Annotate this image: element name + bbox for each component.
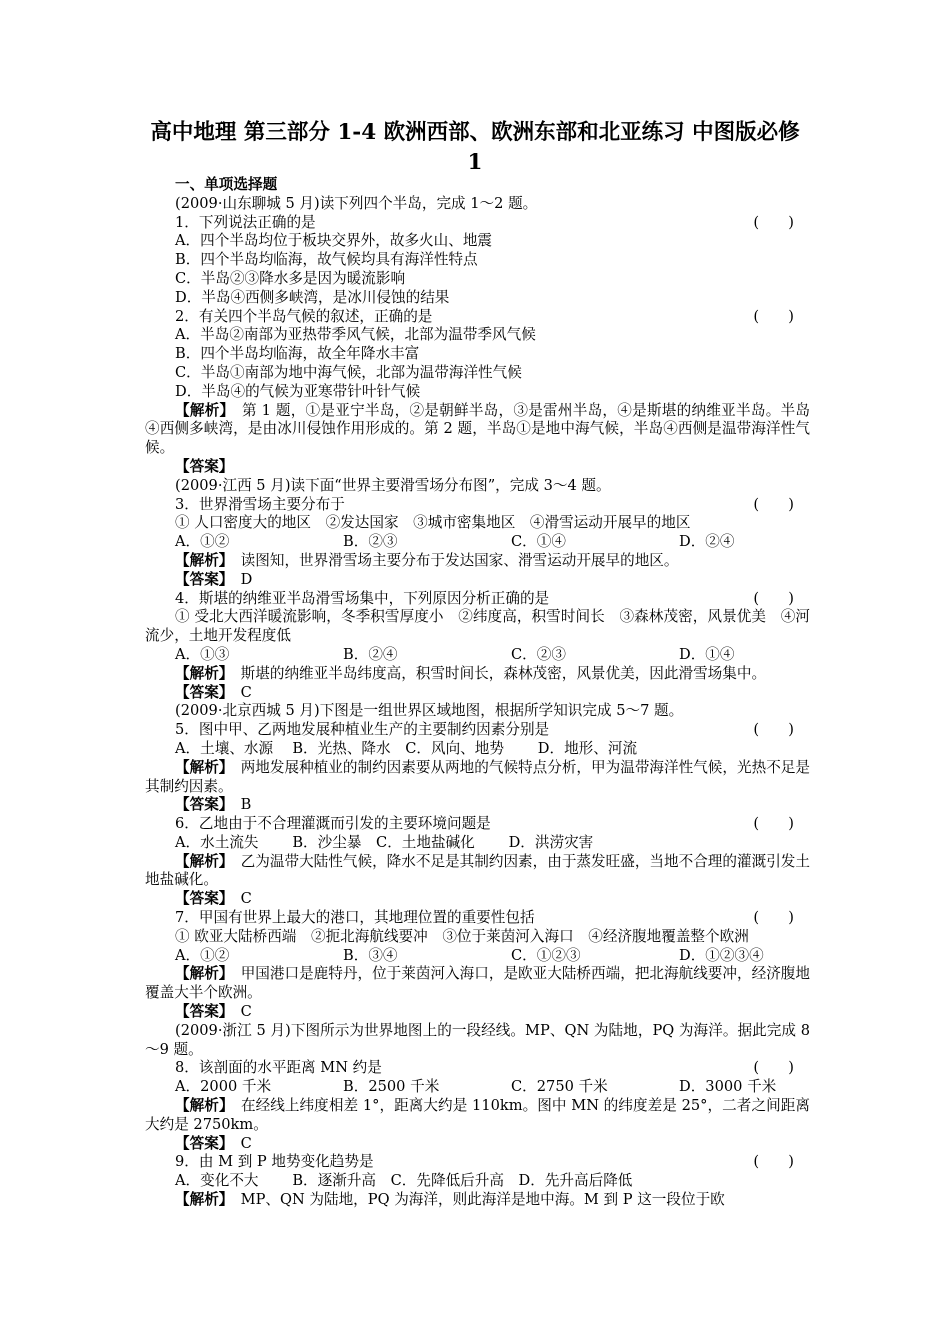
text-line [145,796,810,815]
title-line-2: 1 [467,150,483,175]
text-line [145,251,810,270]
line-text: MP、QN 为陆地，PQ 为海洋，则此海洋是地中海。M 到 P 这一段位于欧 [226,1191,725,1209]
line-text: A．水土流失 B．沙尘暴 C．土地盐碱化 D．洪涝灾害 [175,833,594,851]
text-line [145,477,810,496]
text-line [145,702,810,721]
answer-blank: ( ) [753,307,794,325]
label-tag: 【解析】 [175,758,227,776]
option-2: C．①②③ [511,946,581,964]
line-text: C [226,1003,252,1021]
line-text: B [226,796,252,814]
option-0: A．2000 千米 [175,1078,272,1096]
text-line [145,308,810,327]
label-tag: 【解析】 [175,401,228,419]
text-line [145,834,810,853]
text-line [145,759,810,797]
line-text: 3．世界滑雪场主要分布于 [175,495,345,513]
text-line [145,496,810,515]
answer-blank: ( ) [753,815,794,833]
line-text: 第 1 题，①是亚宁半岛，②是朝鲜半岛，③是雷州半岛，④是斯堪的纳维亚半岛。半岛④西侧多峡湾，是由冰川侵蚀作用形成的。第 2 题，半岛①是地中海气候，半岛④西侧是温带海洋性气候。 [145,401,811,457]
answer-blank: ( ) [753,213,794,231]
option-0: A．①② [175,533,230,551]
label-tag: 【解析】 [175,664,227,682]
answer-blank: ( ) [753,589,794,607]
line-text: C [226,1134,252,1152]
text-line [145,1135,810,1154]
line-text: 9．由 M 到 P 地势变化趋势是 [175,1153,374,1171]
text-line [145,740,810,759]
line-text: 2．有关四个半岛气候的叙述，正确的是 [175,307,433,325]
line-text: (2009·山东聊城 5 月)读下列四个半岛，完成 1～2 题。 [175,194,538,212]
line-text: A．半岛②南部为亚热带季风气候，北部为温带季风气候 [175,326,536,344]
line-text: ① 人口密度大的地区 ②发达国家 ③城市密集地区 ④滑雪运动开展早的地区 [175,514,691,532]
option-3: D．①④ [679,645,735,663]
text-line [145,909,810,928]
text-line [145,571,810,590]
options-line [145,1078,810,1097]
text-line [145,665,810,684]
label-tag: 【解析】 [175,551,227,569]
text-line [145,326,810,345]
line-text: B．四个半岛均临海，故全年降水丰富 [175,345,420,363]
text-line [145,345,810,364]
label-tag: 【解析】 [175,965,227,983]
text-line [145,383,810,402]
text-line [145,1172,810,1191]
line-text: 1．下列说法正确的是 [175,213,316,231]
text-line [145,1097,810,1135]
label-tag: 【解析】 [175,852,227,870]
text-line [145,195,810,214]
line-text: (2009·浙江 5 月)下图所示为世界地图上的一段经线。MP、QN 为陆地，PQ 为海洋。据此完成 8～9 题。 [145,1021,810,1058]
text-line [145,289,810,308]
text-line [145,1003,810,1022]
label-tag: 【解析】 [175,1097,227,1115]
options-line [145,947,810,966]
line-text: 4．斯堪的纳维亚半岛滑雪场集中，下列原因分析正确的是 [175,589,550,607]
line-text: 在经线上纬度相差 1°，距离大约是 110km。图中 MN 的纬度差是 25°，二者之间距离大约是 2750km。 [145,1097,810,1133]
options-line [145,646,810,665]
line-text: D [226,570,253,588]
line-text: 斯堪的纳维亚半岛纬度高，积雪时间长，森林茂密，风景优美，因此滑雪场集中。 [226,664,767,682]
line-text: C．半岛②③降水多是因为暖流影响 [175,269,406,287]
line-text: A．变化不大 B．逐渐升高 C．先降低后升高 D．先升高后降低 [175,1172,633,1190]
line-text: 5．图中甲、乙两地发展种植业生产的主要制约因素分别是 [175,721,550,739]
text-line [145,458,810,477]
line-text: ① 受北大西洋暖流影响，冬季积雪厚度小 ②纬度高，积雪时间长 ③森林茂密，风景优美 ④河流少，土地开发程度低 [145,608,810,645]
line-text: B．四个半岛均临海，故气候均具有海洋性特点 [175,251,478,269]
label-tag: 【答案】 [175,796,227,814]
option-3: D．①②③④ [679,946,764,964]
line-text: 6．乙地由于不合理灌溉而引发的主要环境问题是 [175,815,491,833]
line-text: C [226,683,252,701]
text-line [145,270,810,289]
line-text: 7．甲国有世界上最大的港口，其地理位置的重要性包括 [175,909,535,927]
answer-blank: ( ) [753,909,794,927]
line-text: 两地发展种植业的制约因素要从两地的气候特点分析，甲为温带海洋性气候，光热不足是其制约因素。 [145,758,810,795]
answer-blank: ( ) [753,1059,794,1077]
text-line [145,684,810,703]
text-line [145,214,810,233]
label-tag: 【答案】 [175,683,227,701]
option-1: B．③④ [343,946,398,964]
line-text: 乙为温带大陆性气候，降水不足是其制约因素，由于蒸发旺盛，当地不合理的灌溉引发土地盐碱化。 [145,852,810,889]
option-0: A．①③ [175,645,230,663]
answer-blank: ( ) [753,495,794,513]
line-text: 8．该剖面的水平距离 MN 约是 [175,1059,382,1077]
line-text: ① 欧亚大陆桥西端 ②扼北海航线要冲 ③位于莱茵河入海口 ④经济腹地覆盖整个欧洲 [175,927,749,945]
answer-blank: ( ) [753,1153,794,1171]
option-2: C．2750 千米 [511,1078,608,1096]
option-2: C．①④ [511,533,566,551]
option-3: D．②④ [679,533,735,551]
text-line [145,1022,810,1060]
text-line [145,1059,810,1078]
title-line-1: 高中地理 第三部分 1-4 欧洲西部、欧洲东部和北亚练习 中图版必修 [150,120,800,145]
option-1: B．②④ [343,645,398,663]
line-text: D．半岛④西侧多峡湾，是冰川侵蚀的结果 [175,288,450,306]
line-text: A．四个半岛均位于板块交界外，故多火山、地震 [175,232,493,250]
line-text: C．半岛①南部为地中海气候，北部为温带海洋性气候 [175,363,522,381]
text-line [145,853,810,891]
text-line [145,232,810,251]
text-line [145,608,810,646]
line-text: 甲国港口是鹿特丹，位于莱茵河入海口，是欧亚大陆桥西端，把北海航线要冲，经济腹地覆盖大半个欧洲。 [145,965,810,1002]
text-line [145,590,810,609]
label-tag: 【答案】 [175,1003,227,1021]
label-tag: 【答案】 [175,1134,227,1152]
line-text: (2009·江西 5 月)读下面“世界主要滑雪场分布图”，完成 3～4 题。 [175,476,611,494]
text-line [145,364,810,383]
options-line [145,533,810,552]
label-tag: 【解析】 [175,1191,227,1209]
option-2: C．②③ [511,645,566,663]
line-text: 读图知，世界滑雪场主要分布于发达国家、滑雪运动开展早的地区。 [226,551,679,569]
text-line [145,514,810,533]
text-line [145,402,810,458]
document-body [145,176,810,1210]
label-tag: 【答案】 [175,457,234,475]
line-text: C [226,890,252,908]
line-text: A．土壤、水源 B．光热、降水 C．风向、地势 D．地形、河流 [175,739,638,757]
text-line [145,1191,810,1210]
text-line [145,1153,810,1172]
text-line [145,721,810,740]
option-3: D．3000 千米 [679,1078,777,1096]
text-line [145,965,810,1003]
option-0: A．①② [175,946,230,964]
text-line [145,552,810,571]
text-line [145,890,810,909]
document-title [120,118,830,178]
option-1: B．②③ [343,533,398,551]
option-1: B．2500 千米 [343,1078,440,1096]
answer-blank: ( ) [753,721,794,739]
text-line [145,928,810,947]
label-tag: 【答案】 [175,570,227,588]
line-text: (2009·北京西城 5 月)下图是一组世界区域地图，根据所学知识完成 5～7 题。 [175,702,684,720]
text-line [145,815,810,834]
label-tag: 【答案】 [175,890,227,908]
section-heading: 一、单项选择题 [175,176,278,193]
line-text: D．半岛④的气候为亚寒带针叶针气候 [175,382,421,400]
